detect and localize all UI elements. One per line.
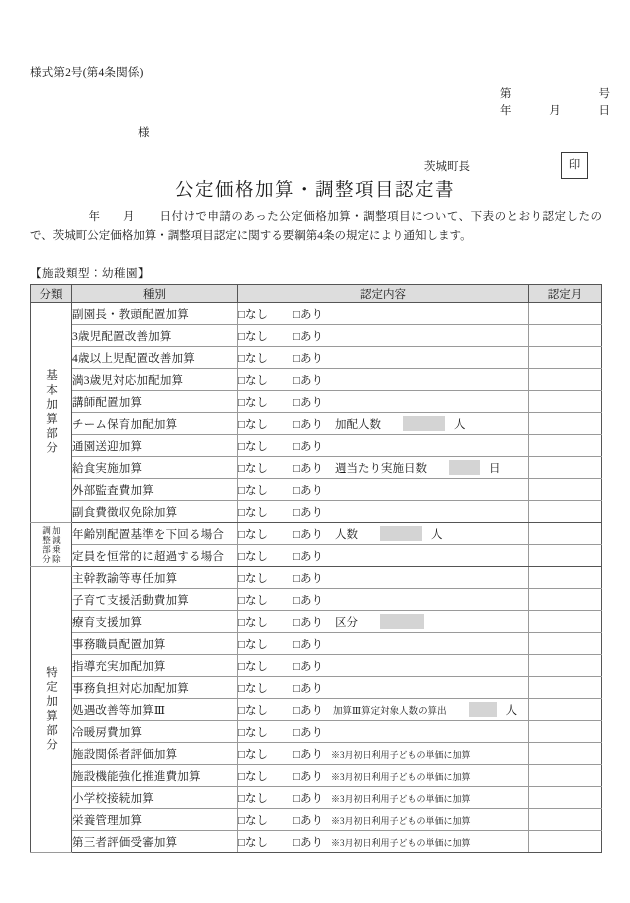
checkbox-present[interactable]: □あり bbox=[293, 374, 323, 387]
row-content-cell bbox=[238, 655, 529, 677]
checkbox-present[interactable]: □あり bbox=[293, 594, 323, 607]
table-row bbox=[31, 413, 602, 435]
row-content-cell bbox=[238, 369, 529, 391]
checkbox-present[interactable]: □あり bbox=[293, 528, 323, 541]
certification-month-cell[interactable] bbox=[529, 589, 602, 611]
row-kind-label: 処遇改善等加算Ⅲ bbox=[72, 699, 238, 721]
document-number-suffix: 号 bbox=[598, 88, 610, 100]
row-content-cell bbox=[238, 831, 529, 853]
entry-field[interactable] bbox=[449, 460, 480, 475]
checkbox-none[interactable]: □なし bbox=[238, 726, 268, 739]
table-row bbox=[31, 611, 602, 633]
table-header-row bbox=[31, 285, 602, 303]
checkbox-present[interactable]: □あり bbox=[293, 440, 323, 453]
checkbox-none[interactable]: □なし bbox=[238, 594, 268, 607]
certification-month-cell[interactable] bbox=[529, 501, 602, 523]
certification-month-cell[interactable] bbox=[529, 611, 602, 633]
certification-month-cell[interactable] bbox=[529, 677, 602, 699]
column-header-class: 分類 bbox=[31, 285, 72, 303]
row-note-text: ※3月初日利用子どもの単価に加算 bbox=[330, 771, 471, 782]
row-content-cell bbox=[238, 413, 529, 435]
table-row bbox=[31, 435, 602, 457]
row-content-cell bbox=[238, 809, 529, 831]
section-class-label: 基本加算部分 bbox=[45, 369, 58, 456]
checkbox-present[interactable]: □あり bbox=[293, 616, 323, 629]
row-content-cell bbox=[238, 523, 529, 545]
row-content-cell bbox=[238, 391, 529, 413]
certification-month-cell[interactable] bbox=[529, 457, 602, 479]
checkbox-none[interactable]: □なし bbox=[238, 704, 268, 717]
table-row bbox=[31, 325, 602, 347]
certification-month-cell[interactable] bbox=[529, 479, 602, 501]
section-class-label: 特定加算部分 bbox=[45, 666, 58, 753]
checkbox-none[interactable]: □なし bbox=[238, 638, 268, 651]
row-content-cell bbox=[238, 743, 529, 765]
table-row bbox=[31, 347, 602, 369]
row-kind-label: 第三者評価受審加算 bbox=[72, 831, 238, 853]
table-row bbox=[31, 809, 602, 831]
row-content-cell bbox=[238, 347, 529, 369]
table-row bbox=[31, 743, 602, 765]
intro-line2: で、茨城町公定価格加算・調整項目認定に関する要綱第4条の規定により通知します。 bbox=[30, 230, 472, 242]
row-kind-label: 年齢別配置基準を下回る場合 bbox=[72, 523, 238, 545]
certification-month-cell[interactable] bbox=[529, 787, 602, 809]
checkbox-present[interactable]: □あり bbox=[293, 462, 323, 475]
table-row bbox=[31, 369, 602, 391]
row-kind-label: 満3歳児対応加配加算 bbox=[72, 369, 238, 391]
row-kind-label: 講師配置加算 bbox=[72, 391, 238, 413]
section-class-sublabel: 加減乗除 bbox=[51, 525, 62, 564]
checkbox-none[interactable]: □なし bbox=[238, 440, 268, 453]
issue-date-year: 年 bbox=[500, 105, 512, 117]
row-content-cell bbox=[238, 611, 529, 633]
row-kind-label: 給食実施加算 bbox=[72, 457, 238, 479]
table-row bbox=[31, 391, 602, 413]
checkbox-none[interactable]: □なし bbox=[238, 528, 268, 541]
certification-month-cell[interactable] bbox=[529, 721, 602, 743]
checkbox-present[interactable]: □あり bbox=[293, 418, 323, 431]
certification-month-cell[interactable] bbox=[529, 435, 602, 457]
entry-field[interactable] bbox=[469, 702, 497, 717]
section-class-label: 調整部分 bbox=[41, 525, 52, 564]
row-kind-label: 4歳以上児配置改善加算 bbox=[72, 347, 238, 369]
row-kind-label: 事務負担対応加配加算 bbox=[72, 677, 238, 699]
checkbox-none[interactable]: □なし bbox=[238, 792, 268, 805]
certification-month-cell[interactable] bbox=[529, 303, 602, 325]
document-number-block bbox=[500, 86, 610, 120]
row-note-text: ※3月初日利用子どもの単価に加算 bbox=[330, 749, 471, 760]
certification-month-cell[interactable] bbox=[529, 743, 602, 765]
issue-date-month: 月 bbox=[549, 105, 561, 117]
issue-date-row bbox=[500, 103, 610, 120]
intro-line1: 日付けで申請のあった公定価格加算・調整項目について、下表のとおり認定したの bbox=[158, 211, 603, 223]
entry-field[interactable] bbox=[403, 416, 445, 431]
row-note-text: ※3月初日利用子どもの単価に加算 bbox=[330, 837, 471, 848]
row-content-cell bbox=[238, 457, 529, 479]
row-kind-label: 定員を恒常的に超過する場合 bbox=[72, 545, 238, 567]
seal-box: 印 bbox=[561, 152, 588, 179]
checkbox-none[interactable]: □なし bbox=[238, 374, 268, 387]
row-unit-label: 人 bbox=[430, 528, 443, 541]
issuer-name: 茨城町長 bbox=[424, 161, 470, 173]
row-kind-label: 施設関係者評価加算 bbox=[72, 743, 238, 765]
checkbox-present[interactable]: □あり bbox=[293, 352, 323, 365]
section-class-cell bbox=[31, 567, 72, 853]
table-row bbox=[31, 589, 602, 611]
checkbox-none[interactable]: □なし bbox=[238, 308, 268, 321]
checkbox-present[interactable]: □あり bbox=[293, 550, 323, 563]
table-row bbox=[31, 501, 602, 523]
facility-type-label: 【施設類型：幼稚園】 bbox=[30, 268, 150, 280]
checkbox-present[interactable]: □あり bbox=[293, 792, 323, 805]
checkbox-present[interactable]: □あり bbox=[293, 770, 323, 783]
row-content-cell bbox=[238, 303, 529, 325]
entry-field[interactable] bbox=[380, 614, 424, 629]
certification-month-cell[interactable] bbox=[529, 545, 602, 567]
checkbox-present[interactable]: □あり bbox=[293, 308, 323, 321]
row-kind-label: 施設機能強化推進費加算 bbox=[72, 765, 238, 787]
document-number-row bbox=[500, 86, 610, 103]
row-extra-label: 加配人数 bbox=[334, 418, 381, 431]
row-extra-label: 加算Ⅲ算定対象人数の算出 bbox=[332, 706, 447, 717]
row-content-cell bbox=[238, 567, 529, 589]
checkbox-none[interactable]: □なし bbox=[238, 484, 268, 497]
checkbox-none[interactable]: □なし bbox=[238, 396, 268, 409]
row-kind-label: 副食費徴収免除加算 bbox=[72, 501, 238, 523]
certification-month-cell[interactable] bbox=[529, 655, 602, 677]
table-row bbox=[31, 633, 602, 655]
column-header-content: 認定内容 bbox=[238, 285, 529, 303]
table-row bbox=[31, 787, 602, 809]
checkbox-none[interactable]: □なし bbox=[238, 748, 268, 761]
row-extra-label: 週当たり実施日数 bbox=[334, 462, 427, 475]
checkbox-present[interactable]: □あり bbox=[293, 484, 323, 497]
intro-month: 月 bbox=[122, 211, 135, 223]
certification-month-cell[interactable] bbox=[529, 809, 602, 831]
table-row bbox=[31, 545, 602, 567]
checkbox-present[interactable]: □あり bbox=[293, 572, 323, 585]
checkbox-present[interactable]: □あり bbox=[293, 660, 323, 673]
checkbox-none[interactable]: □なし bbox=[238, 814, 268, 827]
row-kind-label: 小学校接続加算 bbox=[72, 787, 238, 809]
row-content-cell bbox=[238, 501, 529, 523]
intro-paragraph bbox=[30, 208, 602, 246]
table-row bbox=[31, 765, 602, 787]
row-content-cell bbox=[238, 677, 529, 699]
row-unit-label: 人 bbox=[453, 418, 466, 431]
checkbox-present[interactable]: □あり bbox=[293, 814, 323, 827]
row-unit-label: 人 bbox=[505, 704, 518, 717]
certification-month-cell[interactable] bbox=[529, 633, 602, 655]
row-kind-label: 療育支援加算 bbox=[72, 611, 238, 633]
table-head bbox=[31, 285, 602, 303]
certification-month-cell[interactable] bbox=[529, 325, 602, 347]
row-kind-label: 3歳児配置改善加算 bbox=[72, 325, 238, 347]
certification-month-cell[interactable] bbox=[529, 699, 602, 721]
checkbox-none[interactable]: □なし bbox=[238, 572, 268, 585]
table-row bbox=[31, 523, 602, 545]
section-class-cell bbox=[31, 523, 72, 567]
certification-month-cell[interactable] bbox=[529, 567, 602, 589]
intro-year: 年 bbox=[88, 211, 101, 223]
row-content-cell bbox=[238, 787, 529, 809]
row-extra-label: 区分 bbox=[334, 616, 358, 629]
entry-field[interactable] bbox=[380, 526, 422, 541]
checkbox-present[interactable]: □あり bbox=[293, 748, 323, 761]
row-kind-label: 子育て支援活動費加算 bbox=[72, 589, 238, 611]
certification-month-cell[interactable] bbox=[529, 413, 602, 435]
row-kind-label: 主幹教諭等専任加算 bbox=[72, 567, 238, 589]
issue-date-day: 日 bbox=[598, 105, 610, 117]
row-content-cell bbox=[238, 479, 529, 501]
table-row bbox=[31, 677, 602, 699]
row-content-cell bbox=[238, 633, 529, 655]
table-row bbox=[31, 655, 602, 677]
row-kind-label: 事務職員配置加算 bbox=[72, 633, 238, 655]
checkbox-present[interactable]: □あり bbox=[293, 682, 323, 695]
row-content-cell bbox=[238, 325, 529, 347]
checkbox-none[interactable]: □なし bbox=[238, 770, 268, 783]
checkbox-present[interactable]: □あり bbox=[293, 396, 323, 409]
table-row bbox=[31, 479, 602, 501]
certification-month-cell[interactable] bbox=[529, 831, 602, 853]
checkbox-present[interactable]: □あり bbox=[293, 726, 323, 739]
checkbox-present[interactable]: □あり bbox=[293, 704, 323, 717]
table-row bbox=[31, 721, 602, 743]
document-number-prefix: 第 bbox=[500, 88, 512, 100]
checkbox-none[interactable]: □なし bbox=[238, 660, 268, 673]
form-number: 様式第2号(第4条関係) bbox=[30, 67, 144, 79]
checkbox-present[interactable]: □あり bbox=[293, 836, 323, 849]
certification-month-cell[interactable] bbox=[529, 765, 602, 787]
addressee-honorific: 様 bbox=[138, 127, 150, 139]
column-header-month: 認定月 bbox=[529, 285, 602, 303]
certification-month-cell[interactable] bbox=[529, 369, 602, 391]
certification-month-cell[interactable] bbox=[529, 347, 602, 369]
row-content-cell bbox=[238, 721, 529, 743]
row-content-cell bbox=[238, 545, 529, 567]
checkbox-present[interactable]: □あり bbox=[293, 638, 323, 651]
checkbox-none[interactable]: □なし bbox=[238, 506, 268, 519]
row-kind-label: 冷暖房費加算 bbox=[72, 721, 238, 743]
checkbox-none[interactable]: □なし bbox=[238, 352, 268, 365]
checkbox-present[interactable]: □あり bbox=[293, 330, 323, 343]
checkbox-none[interactable]: □なし bbox=[238, 330, 268, 343]
page-title: 公定価格加算・調整項目認定書 bbox=[174, 181, 455, 201]
row-kind-label: 指導充実加配加算 bbox=[72, 655, 238, 677]
row-content-cell bbox=[238, 699, 529, 721]
checkbox-none[interactable]: □なし bbox=[238, 550, 268, 563]
row-content-cell bbox=[238, 435, 529, 457]
column-header-kind: 種別 bbox=[72, 285, 238, 303]
table-row bbox=[31, 699, 602, 721]
checkbox-none[interactable]: □なし bbox=[238, 682, 268, 695]
table-row bbox=[31, 457, 602, 479]
row-content-cell bbox=[238, 589, 529, 611]
row-unit-label: 日 bbox=[488, 462, 501, 475]
certification-table bbox=[30, 284, 602, 853]
table-row bbox=[31, 567, 602, 589]
row-kind-label: 栄養管理加算 bbox=[72, 809, 238, 831]
table-row bbox=[31, 303, 602, 325]
table-row bbox=[31, 831, 602, 853]
checkbox-present[interactable]: □あり bbox=[293, 506, 323, 519]
checkbox-none[interactable]: □なし bbox=[238, 462, 268, 475]
row-kind-label: 通園送迎加算 bbox=[72, 435, 238, 457]
row-kind-label: 外部監査費加算 bbox=[72, 479, 238, 501]
table-body bbox=[31, 303, 602, 853]
row-note-text: ※3月初日利用子どもの単価に加算 bbox=[330, 793, 471, 804]
certification-month-cell[interactable] bbox=[529, 523, 602, 545]
row-kind-label: チーム保育加配加算 bbox=[72, 413, 238, 435]
row-content-cell bbox=[238, 765, 529, 787]
checkbox-none[interactable]: □なし bbox=[238, 418, 268, 431]
checkbox-none[interactable]: □なし bbox=[238, 616, 268, 629]
section-class-cell bbox=[31, 303, 72, 523]
row-kind-label: 副園長・教頭配置加算 bbox=[72, 303, 238, 325]
checkbox-none[interactable]: □なし bbox=[238, 836, 268, 849]
row-extra-label: 人数 bbox=[334, 528, 358, 541]
certification-month-cell[interactable] bbox=[529, 391, 602, 413]
row-note-text: ※3月初日利用子どもの単価に加算 bbox=[330, 815, 471, 826]
